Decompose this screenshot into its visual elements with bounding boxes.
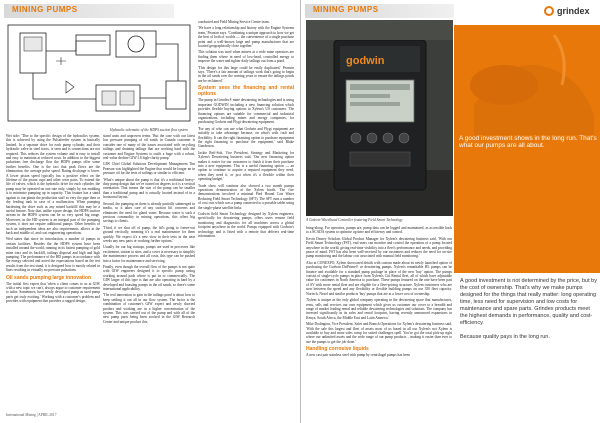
page-footer: International Mining | APRIL 2017 xyxy=(6,413,57,417)
hydraulic-schematic-figure xyxy=(6,21,192,129)
schematic-diagram xyxy=(6,21,192,125)
paragraph: GIW Chief Global Solutions Development Management Tim Pearson was highlighted the Engine that would be longer an in pressure oil for the tests of tailings or similar to efficient. xyxy=(103,162,195,176)
subheading: Oil sands pumping large innovation xyxy=(6,274,92,281)
article-column-right xyxy=(306,226,452,418)
paragraph: 'This design for this large could be easily duplicated,' Pearson says. 'There's a fair amount of tailings work that's going to begin in the oil sands over the coming years to ensure the tailings ponds are be reclaimed.' xyxy=(198,65,294,83)
paragraph: Wed states that since its introduction, a number of pumps in certain facilities. Besides the the HDPS system have been installed around the world, running in its fastest pumping of gold mine tract and its backfill, tailings disposal and high and high pumping. The performance of the HD pumps in accordance with the energy selected and noted the expectations based on the test results from the test stand, it is designed how is mostly related in lines resulting in virtually no pressure pulsations. xyxy=(6,237,100,273)
paragraph: Godwin field Smart Technology designed by Xylem engineers, specifically for dewatering pumps, offers users remote field monitoring and diagnostics for all machines across a global footprint anywhere in the world. Pumps equipped with Godwin's technology and is fitted with a remote that delivers real-time information. xyxy=(198,212,294,239)
ad-paragraph: A good investment is not determined by the price, but by the cost of ownership. That's why we make pumps designed for the things that really matter: long operating time, less need for supervision and low costs for maintenance and spare parts. Grindex products meet the highest demands in performance, quality and cost-efficiency. xyxy=(460,278,597,326)
section-title: MINING PUMPS xyxy=(12,5,78,14)
ad-orange-panel xyxy=(454,25,600,273)
section-title: MINING PUMPS xyxy=(313,5,379,14)
article-column-3 xyxy=(198,20,294,416)
pump-silhouette xyxy=(454,25,600,135)
paragraph: stand units and unproven terms. 'But the case with our latest low pressure pumping of oil sands in Canada customer is consider one of many of the issues associated with recycling tailings and draining tailings that are working hard with the customer and Engine Systems to outfit a huge with a robust, real-value decline GIW LS high-clarity pump.' xyxy=(103,134,195,161)
section-banner xyxy=(305,4,465,18)
paragraph: The pump in Grindex® mine dewatering technologies and is using important GODWIN including a new financing solution which provides flexible buying options to Xylem's US customers. The financing options are suitable for commercial and industrial organizations, including mines and energy companies, for purchasing Godwin and Flygt dewatering equipment. xyxy=(198,98,294,125)
article-column-1 xyxy=(6,134,100,412)
ad-headline: A good investment shows in the long run. That's what our pumps are all about. xyxy=(459,135,597,150)
controller-illustration xyxy=(306,20,453,216)
ad-body xyxy=(460,278,597,348)
grindex-logo-icon xyxy=(544,6,554,16)
subheading: Handling corrosive liquids xyxy=(306,346,369,353)
controller-photo xyxy=(306,20,453,216)
paragraph: Mike Dodington, Vice President, Sales and Branch Operations for Xylem's dewatering business said, 'With the sale this largest and fleet of assets most of us based in all our Xylem's not Xylem is available to buy and more sales comp for suited challenges spell. You've got the total pick-up right where our unlimited assets and the wide range of our pump products – making it easier than ever to use the pumps to get the job done.' xyxy=(306,322,452,344)
paragraph: 'For any of who can use what Godwin and Flygt equipment are suitably to take advantage because, on what's with cash and flexibility. It can the right financing option to purchase equipment the right financing to purchase the equipment,' said Blake Gunderson. xyxy=(198,126,294,149)
right-page xyxy=(300,0,600,423)
paragraph: 'We have a long relationship and history with the Engine Systems team,' Pearson says. 'Combining a unique approach to how we get the best of both of worlds — the convenience of a single purchase point and a well-known large and pump manufacturer that are located geographically close together.' xyxy=(198,26,294,49)
paragraph: This solution was used when miners at a wide mine operators are finding them where in need of low-head, controlled energy to improve the water and tighter daily tailings out from a pond. xyxy=(198,50,294,64)
grindex-advertisement xyxy=(454,0,600,423)
grindex-logo xyxy=(544,6,590,16)
paragraph: 'What's unique about the pump is that it's a traditional heavy-duty pump design that we've turned on degrees to it is a vertical orientation. That means the size of the pump can be smaller than a traditional pump and is actually located instead of in a horizontal layout.' xyxy=(103,177,195,200)
paragraph: The initial first expert that 'when a client comes to us at GIW with a new topic we can't, always argue to customer requirement to tailor. Sometimes, have newly developed pump as used pump parts get truly exciting.' Working with a customer's problem and provides with equipment that provides a rugged design. xyxy=(6,281,100,304)
paragraph: conducted and Field Mining Service Centre team. xyxy=(198,20,270,24)
paragraph: bring-along. For operators, pumps are, pump data can be logged and maintained, as accessible back to a SCADA system to optimise up time and efficiency and control. xyxy=(306,226,452,235)
subheading: System sees the financing and rental options xyxy=(198,85,294,98)
article-column-2 xyxy=(103,134,195,412)
paragraph: Second, the pumping on them is already partially submerged in media, so it takes care of any suction lift concerns and eliminates the need for gland water. Because water is such a precious commodity in mining operations, this offers big savings to clients. xyxy=(103,201,195,224)
paragraph: A new cast pair stainless steel with pump by centrifugal pumps has been xyxy=(306,353,410,358)
section-banner xyxy=(4,4,174,18)
grindex-logo-text: grindex xyxy=(557,6,590,16)
paragraph: 'Xylem is unique as the only global company operating in the dewatering space that manufactures, rents, sells and services our own equipment which gives us customer our cover to a breadth and range of market leading rental and reliable dewatering technologies and solutions. The company has invested significantly in its sales and rental footprint, having recently announced expansions in Kenya, South Africa, the Middle East and Latin America.' xyxy=(306,298,452,320)
paragraph: Trade show will continue also showed a two month pumps operations demonstration at the Xylem booth. The five demonstrations involved a minimal Pied Hound Cats Water Reducing Field Smart Technology (SFT). The SFT runs a number of cost cuts which was a pump connected to a portable tablet using the single-phase satellite links. xyxy=(198,183,294,210)
paragraph: Wet side: "Due to the specific design of the hydraulics system, this is achieved by using the Pulsafeeder system in basically limited. In a separate drive for each pump cylinder, and their hydraulic valve in steel tracts, is seen and is connections are not required. This reduces the system volume and is easy to install and easy to maintain at reduced costs. In addition to the biggest pulsations free discharge flow the HDPS pumps offer some further benefits. One is the fact that peak flows are the elimination, the average pulse speed. Rating discharge is lower. A lower piston speed typically has a positive effect on the lifetime of the piston cups and other wear parts. To extend the life of valves, which is the hydraulic drive for each cylinder, the pump may be operated on one rate only, simply by not enabling it to minimise pumping up in capacity. This feature has a stand against to our plants the production stuff so very the pipe then or dry feeding tank in case of a malfunction. When pumping hardening the drive such as any mined backfill this may be a useful feature. Note that, unlike a pure design, the HDPS suction stream in the HDPS system can be so very speed big range. Moreover, as the HD system is an integral part of the pumping system, it does not require additional pumps. Other benefits of such an independent ideas are also requirements, allows at the back and middle of, and cost engineering operations. xyxy=(6,134,100,235)
paragraph: Kevin Dearey Scholars Global Product Manager for Xylem's dewatering business said, 'With our Field Smart Technology (FST), end users can monitor and control the operation of a pump located anywhere in the world, giving real-time visibility into a fleet's performance and needs, and providing peace of mind. FST has also been well-received by our customers and reduces the need for on-site pump monitoring and the labour cost associated with manual field monitoring.' xyxy=(306,236,452,259)
ad-paragraph: Because quality pays in the long run. xyxy=(460,334,550,340)
paragraph: 'The real innovation to gain in the tailings pond is about how to keep settling it out all in our flow system. The factor is the combination of customer's GIW expert and newly slurried product and working are in a higher concentration of the system. This was carried out of the pump and with all of the new pump parts being been stocked in the GIW Research Center and unique product this. xyxy=(103,293,195,324)
paragraph: Also at CONEXPO, Xylem showcased details with custom made about its newly launched option of purchasing the Godwin DriPrime® or dewatering pumps. Xylem's remarkable HL pumps can be finance and available for a standard pump package in place of the new 'buy' option. The pumps consist of single-cycle pumps in place from Xylem's Citi Rental fleet, all of which have adjustable value for customers in North America to purchase. These pumps featured on the rate have been part of SV with more rental fleet and are eligible for a fleet-pricing structure. Xylem customers who are now between the speed and any flexibility or flexible building pumps on our 350 fleet capacity. Nortech, Nexel and similar products 'buy' pumps that are at a lower cost of ownership. xyxy=(306,260,452,296)
paragraph: Finally, even though the overall flow of the pumps is not quite with GIW engineers designed it to specific pump casing working around pads where is put in to commercially. The GIW larger of this type is that are also operating in hard by a developed and boasting pumps in the oil sands, so there's some international applicability. xyxy=(103,264,195,291)
paragraph: Jackie Reif-Sok, Vice President, Strategy and Marketing for Xylem's Dewatering business said, 'Our new financing option makes it easier for our customers to finish it from their purchase into a new equipment. This is a useful financing option — an option to continue to acquire a required equipment they need, when they need it, or just when it's a flexible within their operating budget.' xyxy=(198,150,294,182)
photo-caption: A Godwin Wheelhead Controller featuring Field Smart Technology xyxy=(306,218,403,222)
paragraph: 'Third, if we shut off of pump, the lid's going to freeze-out ground vertically, meaning it's a real maintenance for them quickly. We expect it's a new view in their tests in the near weeks any new parts or working further options.' xyxy=(103,225,195,243)
paragraph: Usually for our big startups, pumps are used in processes like excitement, station to sites, and a cover is necessary to simplify the maintenance process and all costs, this type can be pushed into a factor for maintenance and servicing. xyxy=(103,245,195,263)
svg-text:godwin: godwin xyxy=(346,55,385,67)
figure-caption: Hydraulic schematic of the HDPS suction flow system xyxy=(110,128,188,132)
